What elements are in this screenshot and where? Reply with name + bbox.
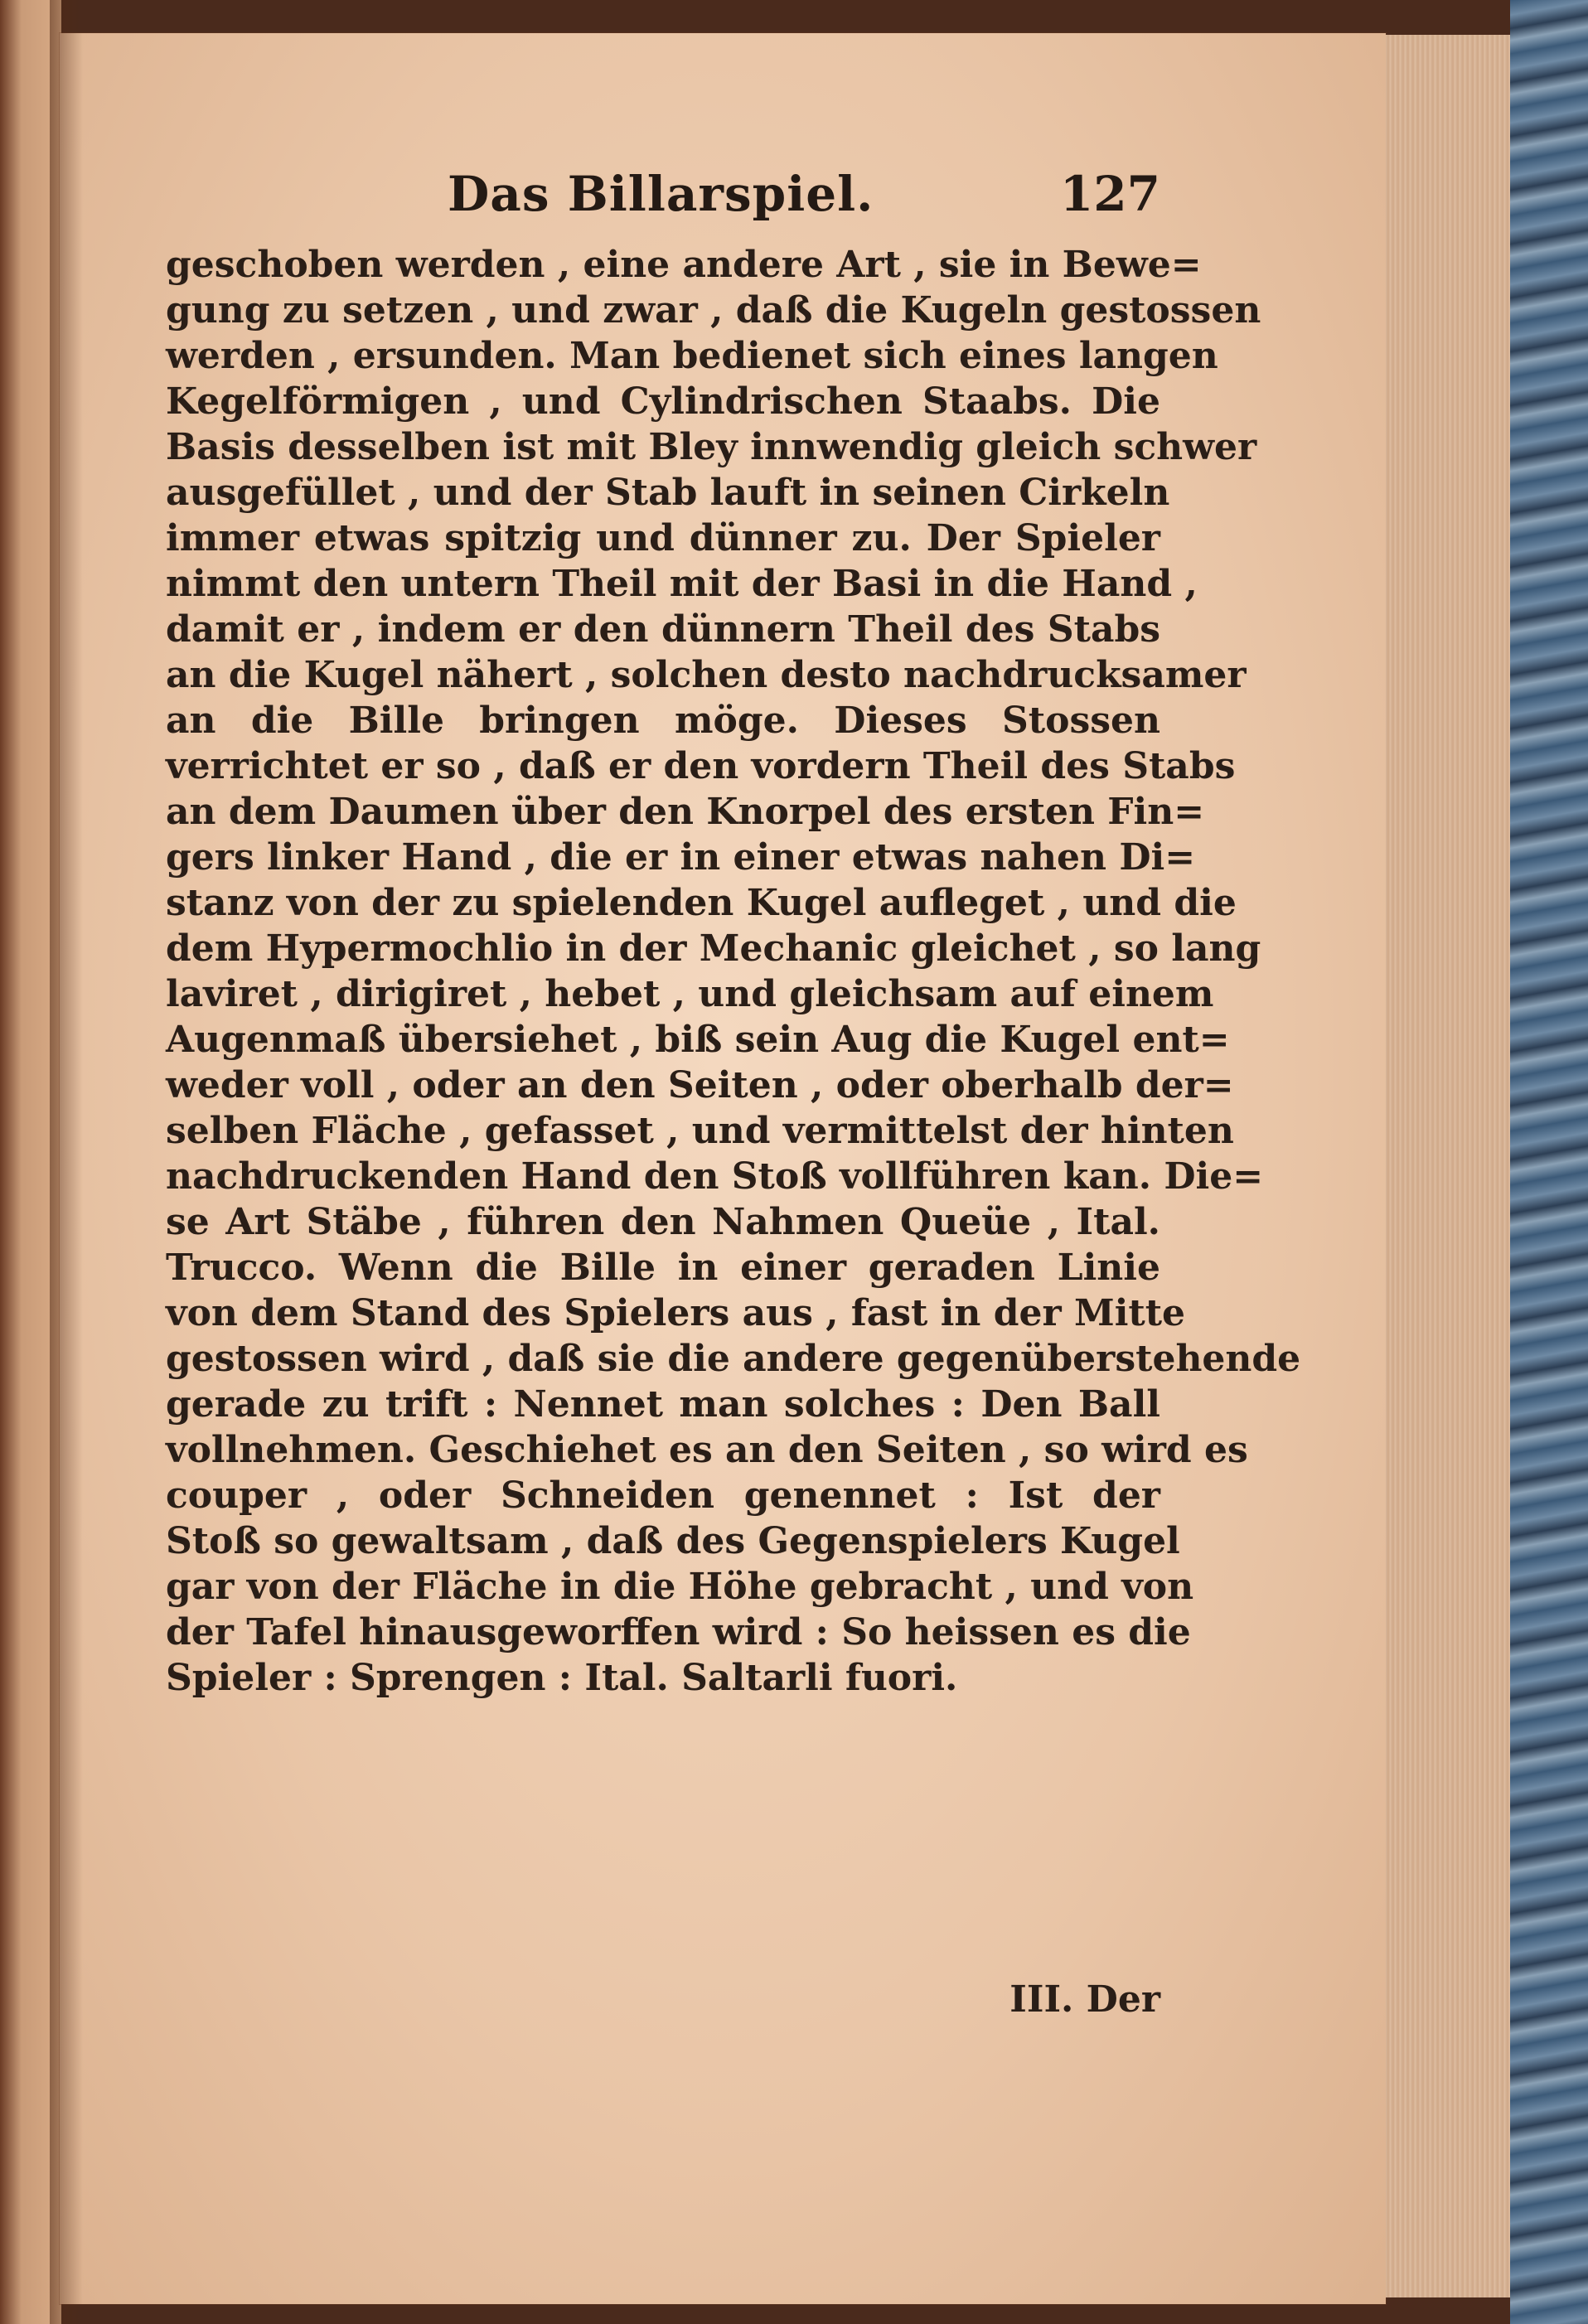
body-text [166,242,1301,1701]
text-line: nachdruckenden Hand den Stoß vollführen kan. Die= [166,1155,1264,1198]
text-line: gerade zu trift : Nennet man solches : Den Ball [166,1383,1160,1426]
text-line: an dem Daumen über den Knorpel des ersten Fin= [166,791,1205,833]
text-line: Augenmaß übersiehet , biß sein Aug die Kugel ent= [166,1019,1230,1061]
text-line: verrichtet er so , daß er den vordern Theil des Stabs [166,745,1236,787]
text-line: laviret , dirigiret , hebet , und gleichsam auf einem [166,973,1214,1015]
text-line: gar von der Fläche in die Höhe gebracht , und von [166,1566,1194,1608]
text-line: selben Fläche , gefasset , und vermittelst der hinten [166,1110,1234,1152]
page-number: 127 [1059,166,1160,222]
text-line: an die Kugel nähert , solchen desto nachdrucksamer [166,654,1247,696]
text-line: gung zu setzen , und zwar , daß die Kugeln gestossen [166,289,1261,332]
text-line: Spieler : Sprengen : Ital. Saltarli fuori. [166,1657,958,1699]
text-line: werden , ersunden. Man bedienet sich eines langen [166,335,1218,377]
page-header [448,166,1160,240]
text-line: couper , oder Schneiden genennet : Ist der [166,1474,1160,1517]
text-line: dem Hypermochlio in der Mechanic gleichet , so lang [166,927,1261,970]
text-line: gers linker Hand , die er in einer etwas nahen Di= [166,836,1196,879]
text-line: von dem Stand des Spielers aus , fast in der Mitte [166,1292,1186,1334]
marbled-cover [1510,0,1588,2324]
text-line: Trucco. Wenn die Bille in einer geraden Linie [166,1247,1160,1289]
running-title: Das Billarspiel. [448,166,874,222]
text-line: Basis desselben ist mit Bley innwendig gleich schwer [166,426,1257,468]
text-line: immer etwas spitzig und dünner zu. Der Spieler [166,517,1160,559]
text-line: an die Bille bringen möge. Dieses Stossen [166,700,1160,742]
text-line: Kegelförmigen , und Cylindrischen Staabs. Die [166,380,1160,423]
text-line: Stoß so gewaltsam , daß des Gegenspielers Kugel [166,1520,1180,1562]
text-line: se Art Stäbe , führen den Nahmen Queüe , Ital. [166,1201,1160,1243]
text-line: ausgefüllet , und der Stab lauft in seinen Cirkeln [166,472,1170,514]
text-line: gestossen wird , daß sie die andere gegenüberstehende [166,1338,1301,1380]
page-block-edges [1386,35,1510,2297]
spine-shadow [50,0,83,2324]
catchword: III. Der [1009,1978,1160,2021]
text-line: vollnehmen. Geschiehet es an den Seiten , so wird es [166,1429,1248,1471]
text-line: geschoben werden , eine andere Art , sie in Bewe= [166,244,1202,286]
text-line: damit er , indem er den dünnern Theil des Stabs [166,608,1160,651]
text-line: weder voll , oder an den Seiten , oder oberhalb der= [166,1064,1234,1106]
text-line: der Tafel hinausgeworffen wird : So heissen es die [166,1611,1191,1653]
text-line: stanz von der zu spielenden Kugel aufleget , und die [166,882,1237,924]
text-line: nimmt den untern Theil mit der Basi in die Hand , [166,563,1198,605]
